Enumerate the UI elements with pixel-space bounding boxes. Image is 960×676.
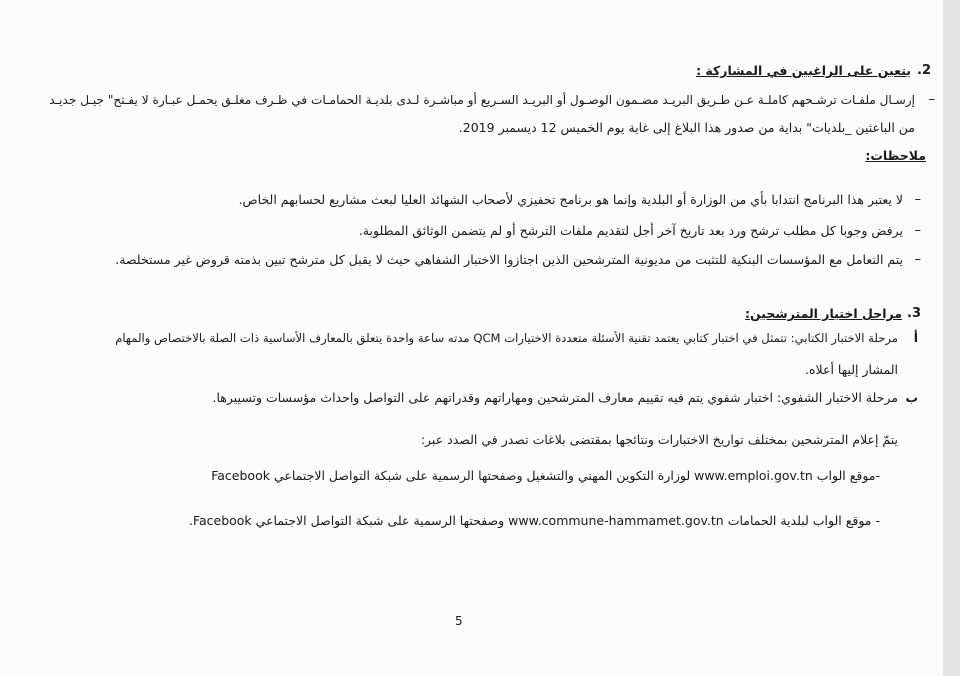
stage-a-line2: المشار إليها أعلاه. [805,362,898,377]
section2-item1-line2: من الباعثين _بلديات" بداية من صدور هذا البلاغ إلى غاية يوم الخميس 12 ديسمبر 2019. [458,120,915,135]
section2-heading: يتعين على الراغبين في المشاركة : [696,63,911,78]
list-dash: – [914,192,921,207]
stage-b-marker: ب [905,390,918,405]
website-commune-hammamet: - موقع الواب لبلدية الحمامات www.commune-hammamet.gov.tn وصفحتها الرسمية على شبكة التواصل الاجتماعي Facebook. [188,513,880,528]
stage-a-line1: مرحلة الاختبار الكتابي: تتمثل في اختبار كتابي يعتمد تقنية الأسئلة متعددة الاختيارات QCM مدته ساعة واحدة يتعلق بالمعارف الأساسية ذات الصلة بالاختصاص والمهام [115,331,898,345]
stage-a-marker: أ [913,330,918,345]
list-dash: – [914,252,921,267]
section3-heading: مراحل اختيار المترشحين: [745,306,902,321]
website-emploi: -موقع الواب www.emploi.gov.tn لوزارة التكوين المهني والتشغيل وصفحتها الرسمية على شبكة التواصل الاجتماعي Facebook [211,468,880,483]
note-item: يرفض وجوبا كل مطلب ترشح ورد بعد تاريخ آخر أجل لتقديم ملفات الترشح أو لم يتضمن الوثائق المطلوبة. [358,223,903,238]
page-number: 5 [455,614,463,628]
section2-item1-line1: إرسـال ملفـات ترشـحهم كاملـة عـن طـريق البريـد مضـمون الوصـول أو البريـد السـريع أو مباشـرة لـدى بلديـة الحمامـات في ظـرف مغلـق يحمـل عبـارة لا يفـتح" جيـل جديـد [49,93,915,107]
section3-number: .3 [907,306,921,321]
notes-heading: ملاحظات: [865,148,926,163]
list-dash: – [928,92,935,107]
section2-number: .2 [917,63,931,78]
stage-b-line1: مرحلة الاختبار الشفوي: اختبار شفوي يتم فيه تقييم معارف المترشحين ومهاراتهم وقدراتهم على التواصل واحداث مؤسسات وتسييرها. [212,390,898,405]
note-item: يتم التعامل مع المؤسسات البنكية للتثبت من مديونية المترشحين الذين اجتازوا الاختبار الشفاهي حيث لا يقبل كل مترشح تبين بذمته قروض غير مستخلصة. [115,252,903,267]
note-item: لا يعتبر هذا البرنامج انتدابا بأي من الوزارة أو البلدية وإنما هو برنامج تحفيزي لأصحاب الشهائد العليا لبعث مشاريع لحسابهم الخاص. [238,192,903,207]
inform-line: يتمّ إعلام المترشحين بمختلف تواريخ الاختبارات ونتائجها بمقتضى بلاغات تصدر في الصدد عبر: [420,432,898,447]
list-dash: – [914,223,921,238]
